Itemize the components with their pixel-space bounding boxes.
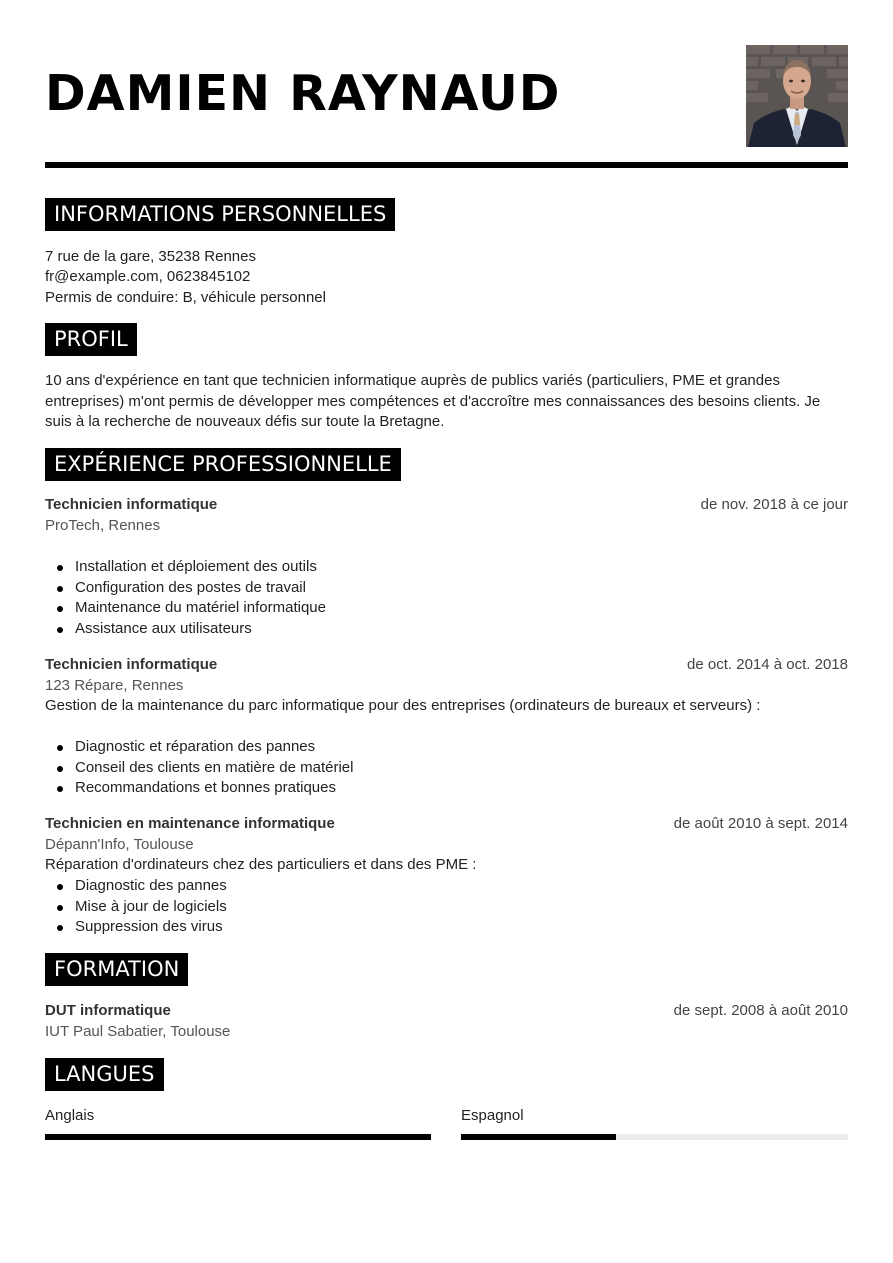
- language-level-fill: [45, 1134, 431, 1140]
- section-title-personal: INFORMATIONS PERSONNELLES: [45, 198, 395, 231]
- job-title: Technicien informatique: [45, 496, 218, 513]
- personal-license: Permis de conduire: B, véhicule personnel: [45, 289, 326, 306]
- section-title-education: FORMATION: [45, 953, 188, 986]
- profile-photo: [746, 45, 848, 147]
- job-task-list: [45, 557, 326, 640]
- job-organization: Dépann'Info, Toulouse: [45, 836, 194, 853]
- job-dates: de oct. 2014 à oct. 2018: [687, 656, 848, 673]
- degree-dates: de sept. 2008 à août 2010: [673, 1002, 848, 1019]
- list-item: Diagnostic et réparation des pannes: [45, 737, 353, 758]
- list-item: Assistance aux utilisateurs: [45, 619, 326, 640]
- language-level-bar: [461, 1134, 848, 1140]
- header-divider: [45, 162, 848, 168]
- language-name: Anglais: [45, 1107, 95, 1124]
- job-title: Technicien en maintenance informatique: [45, 815, 335, 832]
- degree-institution: IUT Paul Sabatier, Toulouse: [45, 1023, 231, 1040]
- job-organization: 123 Répare, Rennes: [45, 677, 184, 694]
- job-description: Réparation d'ordinateurs chez des particuliers et dans des PME :: [45, 856, 477, 873]
- list-item: Suppression des virus: [45, 917, 227, 938]
- job-title: Technicien informatique: [45, 656, 218, 673]
- profile-summary: 10 ans d'expérience en tant que technicien informatique auprès de publics variés (particuliers, PME et grandes entreprises) m'ont permis de développer mes compétences et d'accroître mes connaissances des besoins clients. Je suis à la recherche de nouveaux défis sur toute la Bretagne.: [45, 372, 821, 431]
- list-item: Conseil des clients en matière de matériel: [45, 758, 353, 779]
- personal-address: 7 rue de la gare, 35238 Rennes: [45, 248, 256, 265]
- job-task-list: [45, 737, 353, 799]
- section-title-profile: PROFIL: [45, 323, 137, 356]
- language-name: Espagnol: [461, 1107, 524, 1124]
- list-item: Installation et déploiement des outils: [45, 557, 326, 578]
- list-item: Recommandations et bonnes pratiques: [45, 778, 353, 799]
- list-item: Diagnostic des pannes: [45, 876, 227, 897]
- list-item: Maintenance du matériel informatique: [45, 598, 326, 619]
- degree-title: DUT informatique: [45, 1002, 171, 1019]
- section-title-experience: EXPÉRIENCE PROFESSIONNELLE: [45, 448, 401, 481]
- language-level-bar: [45, 1134, 431, 1140]
- job-task-list: [45, 876, 227, 938]
- list-item: Mise à jour de logiciels: [45, 897, 227, 918]
- profile-photo-image: [746, 45, 848, 147]
- personal-contact: fr@example.com, 0623845102: [45, 268, 251, 285]
- job-description: Gestion de la maintenance du parc informatique pour des entreprises (ordinateurs de bureaux et serveurs) :: [45, 697, 761, 714]
- section-title-languages: LANGUES: [45, 1058, 164, 1091]
- candidate-name: DAMIEN RAYNAUD: [45, 65, 561, 122]
- list-item: Configuration des postes de travail: [45, 578, 326, 599]
- job-dates: de nov. 2018 à ce jour: [700, 496, 848, 513]
- language-level-fill: [461, 1134, 616, 1140]
- job-dates: de août 2010 à sept. 2014: [673, 815, 848, 832]
- job-organization: ProTech, Rennes: [45, 517, 161, 534]
